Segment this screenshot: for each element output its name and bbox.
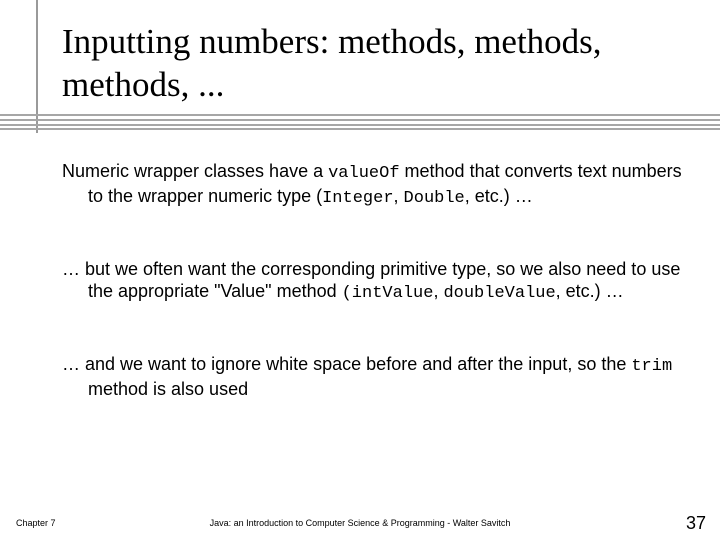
footer-book-title: Java: an Introduction to Computer Science & Programming - Walter Savitch — [209, 518, 511, 528]
separator-line — [0, 114, 720, 116]
bullet-value-methods — [62, 258, 682, 305]
separator-line — [0, 119, 720, 121]
bullet-text: method is also used — [88, 379, 249, 399]
separator-line — [0, 124, 720, 126]
code-intvalue: (intValue — [341, 284, 434, 303]
bullet-text: Numeric wrapper classes have a — [62, 161, 329, 181]
page-number: 37 — [685, 513, 706, 533]
footer-chapter: Chapter 7 — [16, 518, 56, 528]
bullet-text: , — [433, 281, 444, 301]
code-valueof: valueOf — [328, 164, 400, 183]
code-doublevalue: doubleValue — [443, 284, 556, 303]
slide-body — [62, 160, 682, 448]
code-double: Double — [403, 189, 465, 208]
bullet-text: , etc.) … — [464, 186, 533, 206]
bullet-text: , — [393, 186, 404, 206]
slide-title — [62, 20, 702, 106]
bullet-text: , etc.) … — [555, 281, 624, 301]
bullet-text: method that converts text numbers to the wrapper numeric type ( — [88, 161, 682, 206]
bullet-text: … and we want to ignore white space before and after the input, so the — [62, 354, 632, 374]
bullet-text: … but we often want the corresponding primitive type, so we also need to use the appropriate "Value" method — [62, 259, 681, 301]
code-integer: Integer — [322, 189, 394, 208]
slide-title-line-1: Inputting numbers: methods, methods, — [62, 22, 602, 61]
bullet-trim — [62, 353, 682, 400]
separator-line — [0, 128, 720, 130]
bullet-valueof — [62, 160, 682, 210]
code-trim: trim — [631, 357, 673, 376]
slide-title-line-2: methods, ... — [62, 65, 225, 104]
title-separator — [0, 114, 720, 130]
